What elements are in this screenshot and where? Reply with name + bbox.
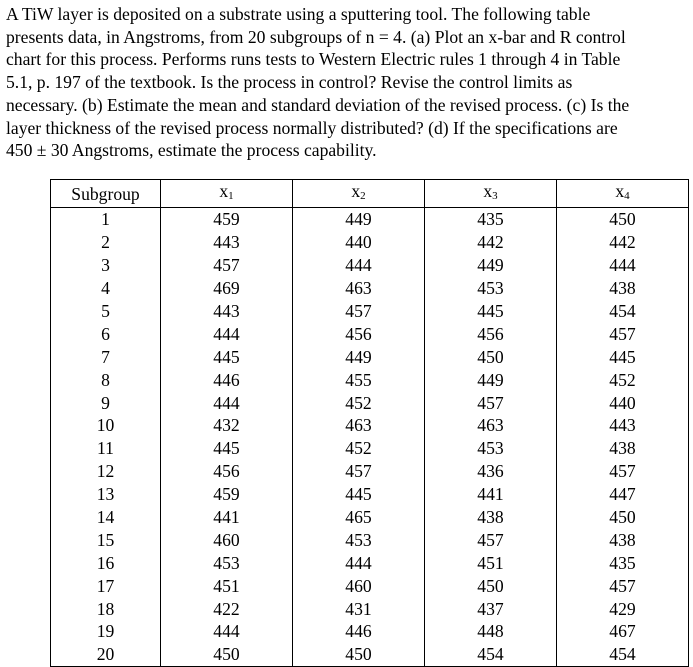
value-cell: 457 [425,391,557,414]
subgroup-cell: 9 [51,391,161,414]
value-cell: 446 [161,368,293,391]
value-cell: 449 [293,208,425,231]
value-cell: 451 [425,551,557,574]
value-cell: 441 [425,483,557,506]
value-cell: 444 [293,254,425,277]
value-cell: 449 [293,345,425,368]
value-cell: 460 [161,528,293,551]
problem-line: chart for this process. Performs runs tests to Western Electric rules 1 through 4 in Table [6,49,621,70]
value-cell: 450 [293,643,425,666]
value-cell: 456 [293,322,425,345]
value-cell: 444 [161,391,293,414]
subgroup-cell: 11 [51,437,161,460]
value-cell: 460 [293,574,425,597]
value-cell: 444 [161,620,293,643]
data-table [50,179,689,667]
header-label: x [351,181,361,201]
value-cell: 449 [425,368,557,391]
subgroup-cell: 16 [51,551,161,574]
value-cell: 442 [557,231,689,254]
table-row [51,414,689,437]
value-cell: 422 [161,597,293,620]
value-cell: 459 [161,483,293,506]
subgroup-cell: 17 [51,574,161,597]
value-cell: 457 [161,254,293,277]
problem-line: 5.1, p. 197 of the textbook. Is the process in control? Revise the control limits as [6,72,573,93]
table-header-row [51,180,689,208]
value-cell: 452 [557,368,689,391]
value-cell: 442 [425,231,557,254]
value-cell: 448 [425,620,557,643]
header-subscript: 3 [492,190,498,202]
value-cell: 463 [293,414,425,437]
subgroup-cell: 1 [51,208,161,231]
table-row [51,506,689,529]
value-cell: 444 [557,254,689,277]
value-cell: 454 [557,300,689,323]
value-cell: 457 [293,460,425,483]
table-row [51,528,689,551]
header-subscript: 4 [624,190,630,202]
value-cell: 440 [557,391,689,414]
value-cell: 450 [425,574,557,597]
header-subscript: 1 [228,190,234,202]
value-cell: 444 [161,322,293,345]
value-cell: 456 [425,322,557,345]
value-cell: 454 [425,643,557,666]
table-row [51,597,689,620]
header-subscript: 2 [360,190,366,202]
subgroup-cell: 2 [51,231,161,254]
value-cell: 457 [557,574,689,597]
value-cell: 443 [557,414,689,437]
value-cell: 453 [425,277,557,300]
value-cell: 457 [557,460,689,483]
header-label: Subgroup [71,183,140,204]
table-row [51,483,689,506]
value-cell: 467 [557,620,689,643]
subgroup-cell: 20 [51,643,161,666]
value-cell: 456 [161,460,293,483]
value-cell: 463 [425,414,557,437]
value-cell: 454 [557,643,689,666]
table-row [51,208,689,231]
value-cell: 435 [557,551,689,574]
value-cell: 450 [161,643,293,666]
value-cell: 438 [557,277,689,300]
subgroup-cell: 5 [51,300,161,323]
value-cell: 441 [161,506,293,529]
value-cell: 463 [293,277,425,300]
table-row [51,345,689,368]
value-cell: 457 [557,322,689,345]
header-x4 [557,180,689,208]
subgroup-cell: 19 [51,620,161,643]
header-x2 [293,180,425,208]
header-x3 [425,180,557,208]
value-cell: 459 [161,208,293,231]
table-row [51,437,689,460]
value-cell: 457 [293,300,425,323]
value-cell: 446 [293,620,425,643]
subgroup-cell: 3 [51,254,161,277]
value-cell: 450 [557,208,689,231]
value-cell: 451 [161,574,293,597]
table-row [51,574,689,597]
value-cell: 450 [557,506,689,529]
value-cell: 440 [293,231,425,254]
value-cell: 455 [293,368,425,391]
value-cell: 445 [425,300,557,323]
table-row [51,460,689,483]
value-cell: 453 [425,437,557,460]
table-row [51,391,689,414]
value-cell: 447 [557,483,689,506]
table-row [51,368,689,391]
header-label: x [615,181,625,201]
value-cell: 443 [161,300,293,323]
subgroup-cell: 4 [51,277,161,300]
table-row [51,620,689,643]
table-row [51,551,689,574]
value-cell: 452 [293,437,425,460]
problem-line: 450 ± 30 Angstroms, estimate the process capability. [6,140,377,161]
subgroup-cell: 18 [51,597,161,620]
value-cell: 450 [425,345,557,368]
table-row [51,300,689,323]
problem-line: layer thickness of the revised process normally distributed? (d) If the specifications are [6,117,618,138]
table-row [51,277,689,300]
value-cell: 429 [557,597,689,620]
value-cell: 444 [293,551,425,574]
value-cell: 449 [425,254,557,277]
problem-line: A TiW layer is deposited on a substrate using a sputtering tool. The following table [6,4,591,24]
subgroup-cell: 10 [51,414,161,437]
header-label: x [483,181,493,201]
header-x1 [161,180,293,208]
header-subgroup [51,180,161,208]
table-row [51,254,689,277]
value-cell: 432 [161,414,293,437]
value-cell: 438 [557,528,689,551]
subgroup-cell: 14 [51,506,161,529]
value-cell: 443 [161,231,293,254]
value-cell: 436 [425,460,557,483]
value-cell: 445 [161,437,293,460]
value-cell: 437 [425,597,557,620]
subgroup-cell: 7 [51,345,161,368]
subgroup-cell: 13 [51,483,161,506]
value-cell: 453 [293,528,425,551]
table-row [51,643,689,666]
value-cell: 453 [161,551,293,574]
value-cell: 438 [557,437,689,460]
problem-statement [6,3,692,162]
problem-line: presents data, in Angstroms, from 20 subgroups of n = 4. (a) Plot an x-bar and R control [6,26,626,47]
subgroup-cell: 12 [51,460,161,483]
table-row [51,322,689,345]
table-row [51,231,689,254]
value-cell: 445 [557,345,689,368]
value-cell: 457 [425,528,557,551]
value-cell: 465 [293,506,425,529]
value-cell: 438 [425,506,557,529]
subgroup-cell: 15 [51,528,161,551]
value-cell: 445 [161,345,293,368]
subgroup-cell: 6 [51,322,161,345]
value-cell: 435 [425,208,557,231]
table-body [51,208,689,667]
value-cell: 452 [293,391,425,414]
subgroup-cell: 8 [51,368,161,391]
value-cell: 445 [293,483,425,506]
header-label: x [219,181,229,201]
value-cell: 431 [293,597,425,620]
problem-line: necessary. (b) Estimate the mean and standard deviation of the revised process. (c) Is the [6,94,630,115]
value-cell: 469 [161,277,293,300]
